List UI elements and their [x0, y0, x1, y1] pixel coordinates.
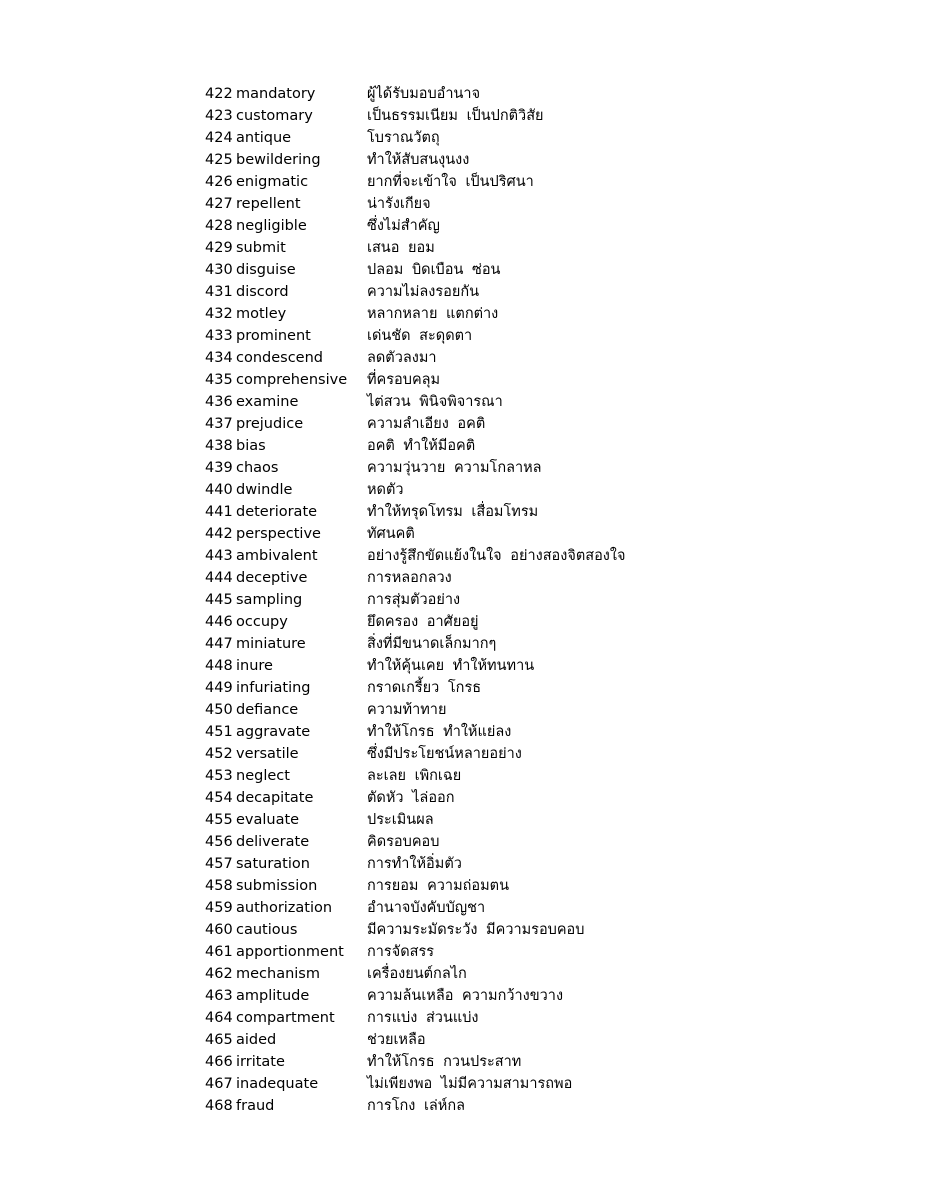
entry-number: 468 — [205, 1098, 233, 1114]
entry-number: 458 — [205, 878, 233, 894]
vocab-entry — [205, 743, 905, 765]
entry-meaning: อคติ ทำให้มีอคติ — [367, 438, 476, 454]
entry-meaning: เสนอ ยอม — [367, 240, 435, 256]
vocab-entry — [205, 325, 905, 347]
entry-number: 437 — [205, 416, 233, 432]
entry-meaning: เป็นธรรมเนียม เป็นปกติวิสัย — [367, 108, 544, 124]
entry-word: infuriating — [236, 680, 311, 696]
vocab-entry — [205, 853, 905, 875]
entry-word: miniature — [236, 636, 306, 652]
entry-number: 426 — [205, 174, 233, 190]
entry-meaning: ช่วยเหลือ — [367, 1032, 426, 1048]
entry-word: deteriorate — [236, 504, 318, 520]
entry-word: irritate — [236, 1054, 285, 1070]
entry-meaning: มีความระมัดระวัง มีความรอบคอบ — [367, 922, 585, 938]
entry-meaning: ความท้าทาย — [367, 702, 447, 718]
vocab-entry — [205, 589, 905, 611]
entry-number: 447 — [205, 636, 233, 652]
vocab-entry — [205, 171, 905, 193]
entry-meaning: ผู้ได้รับมอบอำนาจ — [367, 86, 481, 102]
entry-number: 423 — [205, 108, 233, 124]
entry-word: aggravate — [236, 724, 311, 740]
vocab-entry — [205, 831, 905, 853]
entry-word: deceptive — [236, 570, 308, 586]
entry-number: 432 — [205, 306, 233, 322]
entry-word: submit — [236, 240, 286, 256]
vocab-entry — [205, 787, 905, 809]
entry-number: 427 — [205, 196, 233, 212]
entry-word: negligible — [236, 218, 307, 234]
entry-number: 467 — [205, 1076, 233, 1092]
entry-number: 440 — [205, 482, 233, 498]
vocab-entry — [205, 875, 905, 897]
entry-number: 430 — [205, 262, 233, 278]
entry-number: 454 — [205, 790, 233, 806]
vocab-entry — [205, 633, 905, 655]
entry-meaning: การยอม ความถ่อมตน — [367, 878, 509, 894]
entry-word: bias — [236, 438, 266, 454]
vocab-entry — [205, 545, 905, 567]
entry-word: ambivalent — [236, 548, 318, 564]
entry-word: bewildering — [236, 152, 321, 168]
entry-word: cautious — [236, 922, 298, 938]
entry-meaning: หดตัว — [367, 482, 404, 498]
vocab-entry — [205, 391, 905, 413]
entry-number: 441 — [205, 504, 233, 520]
entry-word: perspective — [236, 526, 321, 542]
entry-number: 456 — [205, 834, 233, 850]
vocab-entry — [205, 149, 905, 171]
entry-number: 436 — [205, 394, 233, 410]
entry-word: saturation — [236, 856, 310, 872]
vocab-entry — [205, 1073, 905, 1095]
entry-number: 438 — [205, 438, 233, 454]
entry-meaning: การจัดสรร — [367, 944, 435, 960]
entry-number: 457 — [205, 856, 233, 872]
vocab-entry — [205, 193, 905, 215]
entry-word: apportionment — [236, 944, 344, 960]
entry-word: defiance — [236, 702, 299, 718]
vocab-entry — [205, 567, 905, 589]
entry-word: disguise — [236, 262, 296, 278]
vocab-entry — [205, 237, 905, 259]
entry-meaning: กราดเกรี้ยว โกรธ — [367, 680, 482, 696]
entry-number: 452 — [205, 746, 233, 762]
vocab-entry — [205, 413, 905, 435]
entry-word: inadequate — [236, 1076, 319, 1092]
entry-meaning: การสุ่มตัวอย่าง — [367, 592, 461, 608]
entry-word: inure — [236, 658, 273, 674]
entry-meaning: การทำให้อิ่มตัว — [367, 856, 462, 872]
entry-number: 445 — [205, 592, 233, 608]
vocab-entry — [205, 985, 905, 1007]
entry-number: 422 — [205, 86, 233, 102]
entry-word: customary — [236, 108, 313, 124]
entry-number: 429 — [205, 240, 233, 256]
entry-number: 431 — [205, 284, 233, 300]
entry-number: 463 — [205, 988, 233, 1004]
entry-meaning: ทำให้คุ้นเคย ทำให้ทนทาน — [367, 658, 535, 674]
entry-number: 448 — [205, 658, 233, 674]
entry-number: 449 — [205, 680, 233, 696]
entry-word: fraud — [236, 1098, 275, 1114]
entry-meaning: น่ารังเกียจ — [367, 196, 431, 212]
entry-word: motley — [236, 306, 287, 322]
vocab-entry — [205, 809, 905, 831]
entry-meaning: การแบ่ง ส่วนแบ่ง — [367, 1010, 479, 1026]
vocab-entry — [205, 1095, 905, 1117]
entry-meaning: โบราณวัตถุ — [367, 130, 440, 146]
entry-number: 446 — [205, 614, 233, 630]
entry-meaning: ความไม่ลงรอยกัน — [367, 284, 480, 300]
vocab-entry — [205, 699, 905, 721]
entry-number: 428 — [205, 218, 233, 234]
entry-meaning: คิดรอบคอบ — [367, 834, 440, 850]
entry-number: 444 — [205, 570, 233, 586]
entry-word: mechanism — [236, 966, 320, 982]
vocab-entry — [205, 677, 905, 699]
vocab-entry — [205, 281, 905, 303]
vocab-entry — [205, 1051, 905, 1073]
entry-number: 462 — [205, 966, 233, 982]
entry-meaning: สิ่งที่มีขนาดเล็กมากๆ — [367, 636, 497, 652]
vocab-entry — [205, 1007, 905, 1029]
vocab-entry — [205, 655, 905, 677]
entry-number: 460 — [205, 922, 233, 938]
entry-number: 435 — [205, 372, 233, 388]
entry-meaning: เครื่องยนต์กลไก — [367, 966, 467, 982]
vocab-entry — [205, 1029, 905, 1051]
vocab-entry — [205, 611, 905, 633]
entry-word: discord — [236, 284, 289, 300]
entry-meaning: ซึ่งมีประโยชน์หลายอย่าง — [367, 746, 522, 762]
entry-number: 465 — [205, 1032, 233, 1048]
entry-number: 464 — [205, 1010, 233, 1026]
entry-word: chaos — [236, 460, 279, 476]
entry-number: 450 — [205, 702, 233, 718]
entry-meaning: อย่างรู้สึกขัดแย้งในใจ อย่างสองจิตสองใจ — [367, 548, 626, 564]
entry-word: comprehensive — [236, 372, 348, 388]
entry-word: sampling — [236, 592, 303, 608]
entry-number: 434 — [205, 350, 233, 366]
entry-meaning: ความลำเอียง อคติ — [367, 416, 486, 432]
vocab-entry — [205, 347, 905, 369]
entry-meaning: ยึดครอง อาศัยอยู่ — [367, 614, 479, 630]
entry-number: 466 — [205, 1054, 233, 1070]
entry-meaning: ทำให้สับสนงุนงง — [367, 152, 470, 168]
entry-meaning: ไม่เพียงพอ ไม่มีความสามารถพอ — [367, 1076, 573, 1092]
vocab-entry — [205, 919, 905, 941]
vocab-entry — [205, 721, 905, 743]
vocab-entry — [205, 457, 905, 479]
entry-meaning: การโกง เล่ห์กล — [367, 1098, 466, 1114]
vocab-entry — [205, 963, 905, 985]
entry-number: 424 — [205, 130, 233, 146]
entry-number: 455 — [205, 812, 233, 828]
entry-word: deliverate — [236, 834, 310, 850]
vocab-entry — [205, 897, 905, 919]
entry-meaning: ทำให้โกรธ ทำให้แย่ลง — [367, 724, 512, 740]
entry-number: 461 — [205, 944, 233, 960]
vocab-entry — [205, 765, 905, 787]
entry-meaning: ซึ่งไม่สำคัญ — [367, 218, 440, 234]
entry-number: 459 — [205, 900, 233, 916]
entry-number: 443 — [205, 548, 233, 564]
entry-meaning: ประเมินผล — [367, 812, 434, 828]
vocab-entry — [205, 83, 905, 105]
vocab-entry — [205, 501, 905, 523]
entry-number: 453 — [205, 768, 233, 784]
entry-word: antique — [236, 130, 292, 146]
entry-meaning: ทัศนคติ — [367, 526, 415, 542]
entry-meaning: ละเลย เพิกเฉย — [367, 768, 462, 784]
vocabulary-list — [205, 83, 905, 1117]
entry-word: condescend — [236, 350, 323, 366]
vocab-entry — [205, 127, 905, 149]
entry-word: evaluate — [236, 812, 300, 828]
entry-word: prominent — [236, 328, 311, 344]
entry-word: submission — [236, 878, 318, 894]
entry-word: amplitude — [236, 988, 310, 1004]
entry-number: 425 — [205, 152, 233, 168]
entry-word: compartment — [236, 1010, 335, 1026]
entry-word: enigmatic — [236, 174, 309, 190]
entry-word: versatile — [236, 746, 299, 762]
entry-meaning: ไต่สวน พินิจพิจารณา — [367, 394, 503, 410]
entry-word: neglect — [236, 768, 290, 784]
entry-number: 433 — [205, 328, 233, 344]
entry-meaning: ตัดหัว ไล่ออก — [367, 790, 455, 806]
vocab-entry — [205, 303, 905, 325]
vocab-entry — [205, 941, 905, 963]
vocab-entry — [205, 259, 905, 281]
entry-meaning: ทำให้ทรุดโทรม เสื่อมโทรม — [367, 504, 539, 520]
vocab-entry — [205, 435, 905, 457]
entry-meaning: ลดตัวลงมา — [367, 350, 437, 366]
entry-meaning: ปลอม บิดเบือน ซ่อน — [367, 262, 501, 278]
entry-word: aided — [236, 1032, 277, 1048]
entry-word: mandatory — [236, 86, 316, 102]
entry-number: 442 — [205, 526, 233, 542]
entry-meaning: ความล้นเหลือ ความกว้างขวาง — [367, 988, 564, 1004]
vocab-entry — [205, 215, 905, 237]
entry-word: prejudice — [236, 416, 304, 432]
entry-word: decapitate — [236, 790, 314, 806]
vocab-entry — [205, 369, 905, 391]
entry-meaning: อำนาจบังคับบัญชา — [367, 900, 486, 916]
entry-meaning: เด่นชัด สะดุดตา — [367, 328, 473, 344]
entry-meaning: ยากที่จะเข้าใจ เป็นปริศนา — [367, 174, 534, 190]
entry-number: 451 — [205, 724, 233, 740]
entry-meaning: ทำให้โกรธ กวนประสาท — [367, 1054, 522, 1070]
entry-word: authorization — [236, 900, 333, 916]
entry-word: examine — [236, 394, 299, 410]
entry-meaning: ที่ครอบคลุม — [367, 372, 441, 388]
entry-number: 439 — [205, 460, 233, 476]
entry-meaning: หลากหลาย แตกต่าง — [367, 306, 499, 322]
entry-word: occupy — [236, 614, 288, 630]
entry-meaning: ความวุ่นวาย ความโกลาหล — [367, 460, 542, 476]
vocab-entry — [205, 105, 905, 127]
vocab-entry — [205, 523, 905, 545]
entry-word: repellent — [236, 196, 301, 212]
entry-meaning: การหลอกลวง — [367, 570, 452, 586]
vocab-entry — [205, 479, 905, 501]
entry-word: dwindle — [236, 482, 293, 498]
